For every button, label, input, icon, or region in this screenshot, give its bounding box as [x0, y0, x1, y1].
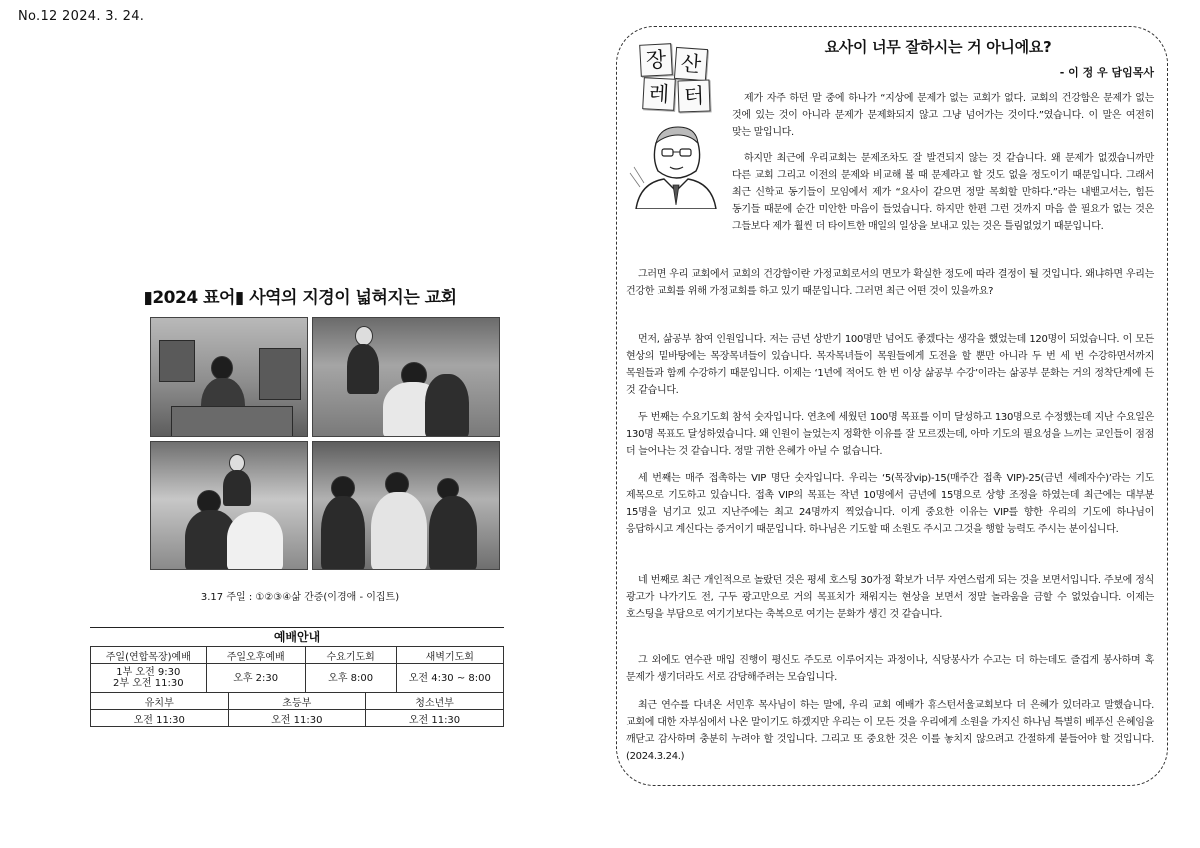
photo-embrace-one	[312, 317, 500, 437]
youth-time: 오전 11:30	[366, 710, 504, 727]
dawn-time: 오전 4:30 ~ 8:00	[396, 664, 503, 693]
issue-date: No.12 2024. 3. 24.	[18, 9, 145, 24]
header-kindergarten: 유치부	[91, 693, 229, 710]
theme-title: ▮2024 표어▮ 사역의 지경이 넓혀지는 교회	[143, 288, 457, 308]
letter-paragraph: 세 번째는 매주 접촉하는 VIP 명단 숫자입니다. 우리는 ‘5(목장vip)-15(매주간 접촉 VIP)-25(금년 세례자수)’라는 기도 제목으로 기도하고 있습니다. 접촉 VIP의 목표는 작년 10명에서 금년에 15명으로 상향 조정을 하였는데 최근에는 대부분 15명을 넘기고 있고 지난주에는 최고 24명까지 찍었습니다. 이게 중요한 이유는 VIP를 향한 우리의 기도에 하나님이 응답하시고 계신다는 증거이기 때문입니다. 하나님은 기도할 때 소원도 주시고 그것을 행할 능력도 주시는 분이십니다.	[626, 473, 1154, 535]
badge-char-3: 레	[642, 77, 676, 111]
badge-char-2: 산	[674, 47, 708, 81]
wednesday-time: 오후 8:00	[305, 664, 396, 693]
badge-char-4: 터	[677, 79, 710, 112]
letter-paragraph: 제가 자주 하던 말 중에 하나가 “지상에 문제가 없는 교회가 없다. 교회의 건강함은 문제가 없는 것에 있는 것이 아니라 문제가 문제화되지 않고 그냥 넘어가는 것이다.”였습니다. 이 말은 여전히 맞는 말입니다.	[732, 93, 1154, 138]
sunday-first-service: 1부 오전 9:30	[116, 667, 181, 678]
worship-title: 예배안내	[90, 627, 504, 647]
letter-paragraph: 먼저, 삶공부 참여 인원입니다. 저는 금년 상반기 100명만 넘어도 좋겠다는 생각을 했었는데 120명이 되었습니다. 이 모든 현상의 밑바탕에는 목장목녀들이 있습니다. 목자목녀들이 목원들에게 도전을 할 뿐만 아니라 두 번 세 번 수강하면서까지 목원들과 함께 수강하기 때문입니다. 이제는 ‘1년에 적어도 한 번 이상 삶공부 수강’이라는 삶공부 문화는 거의 정착단계에 든 것 같습니다.	[626, 334, 1154, 396]
letter-paragraph: 그러면 우리 교회에서 교회의 건강함이란 가정교회로서의 면모가 확실한 정도에 따라 결정이 될 것입니다. 왜냐하면 우리는 건강한 교회를 위해 가정교회를 하고 있기 때문입니다. 그러면 최근 어떤 것이 있을까요?	[626, 269, 1154, 297]
sunday-second-service: 2부 오전 11:30	[113, 678, 184, 689]
letter-paragraph: 최근 연수를 다녀온 서민후 목사님이 하는 말에, 우리 교회 예배가 휴스턴서울교회보다 더 은혜가 있더라고 말했습니다. 교회에 대한 자부심에서 나온 말이기도 하겠지만 우리는 이 모든 것을 우리에게 소원을 가지신 하나님 특별히 베푸신 은혜임을 깨닫고 감사하며 충분히 누려야 할 것입니다. 그리고 또 중요한 것은 이를 놓치지 않으려고 간절하게 붙들어야 할 것입니다.(2024.3.24.)	[626, 700, 1154, 762]
header-youth: 청소년부	[366, 693, 504, 710]
sunday-times	[91, 664, 207, 693]
badge-char-1: 장	[639, 43, 673, 77]
letter-paragraph: 그 외에도 연수관 매입 진행이 평신도 주도로 이루어지는 과정이나, 식당봉사가 수고는 더 하는데도 즐겁게 봉사하며 혹 문제가 생기더라도 서로 감당해주려는 모습입니다.	[626, 655, 1154, 683]
letter-paragraph: 두 번째는 수요기도회 참석 숫자입니다. 연초에 세웠던 100명 목표를 이미 달성하고 130명으로 수정했는데 지난 수요일은 130명 목표도 달성하였습니다. 왜 인원이 늘었는지 정확한 이유를 잘 모르겠는데, 아마 기도의 필요성을 느끼는 교인들이 점점 더 늘어나는 것 같습니다. 정말 귀한 은혜가 아닐 수 없습니다.	[626, 412, 1154, 457]
letter-paragraph: 네 번째로 최근 개인적으로 놀랐던 것은 평세 호스팅 30가정 확보가 너무 자연스럽게 되는 것을 보면서입니다. 주보에 정식 광고가 나가기도 전, 구두 광고만으로 거의 목표치가 채워지는 현상을 보면서 정말 놀라움을 금할 수 없었습니다. 이제는 호스팅을 부담으로 여기기보다는 축복으로 여기는 문화가 생긴 것 같습니다.	[626, 575, 1154, 620]
letter-paragraph: 하지만 최근에 우리교회는 문제조차도 잘 발견되지 않는 것 같습니다. 왜 문제가 없겠습니까만 다른 교회 그리고 이전의 문제와 비교해 볼 때 문제라고 할 것도 없을 정도이기 때문입니다. 그래서 최근 신학교 동기들이 모임에서 제가 “요사이 같으면 정말 목회할 만하다.”라는 내뱉고서는, 힘든 동기들 때문에 순간 미안한 마음이 들었습니다. 하지만 한편 그런 것까지 마음 쓸 필요가 없는 것은 그들보다 제가 훨씬 더 타이트한 매일의 일상을 보내고 있는 것은 틀림없었기 때문입니다.	[732, 153, 1154, 232]
photo-collage	[150, 317, 500, 570]
kindergarten-time: 오전 11:30	[91, 710, 229, 727]
photo-caption: 3.17 주일 : ①②③④삶 간증(이경애 - 이집트)	[200, 592, 400, 603]
header-afternoon: 주일오후예배	[206, 647, 305, 664]
letter-title: 요사이 너무 잘하시는 거 아니에요?	[824, 38, 1052, 56]
pastor-portrait-illustration	[626, 113, 726, 209]
letter-author: - 이 정 우 담임목사	[1059, 66, 1154, 79]
header-dawn: 새벽기도회	[396, 647, 503, 664]
header-elementary: 초등부	[228, 693, 366, 710]
header-wednesday: 수요기도회	[305, 647, 396, 664]
photo-embrace-three	[312, 441, 500, 570]
elementary-time: 오전 11:30	[228, 710, 366, 727]
header-sunday: 주일(연합목장)예배	[91, 647, 207, 664]
photo-embrace-two	[150, 441, 308, 570]
department-schedule-table	[90, 692, 504, 727]
worship-schedule-table	[90, 646, 504, 693]
afternoon-time: 오후 2:30	[206, 664, 305, 693]
photo-testimony-speaker	[150, 317, 308, 437]
